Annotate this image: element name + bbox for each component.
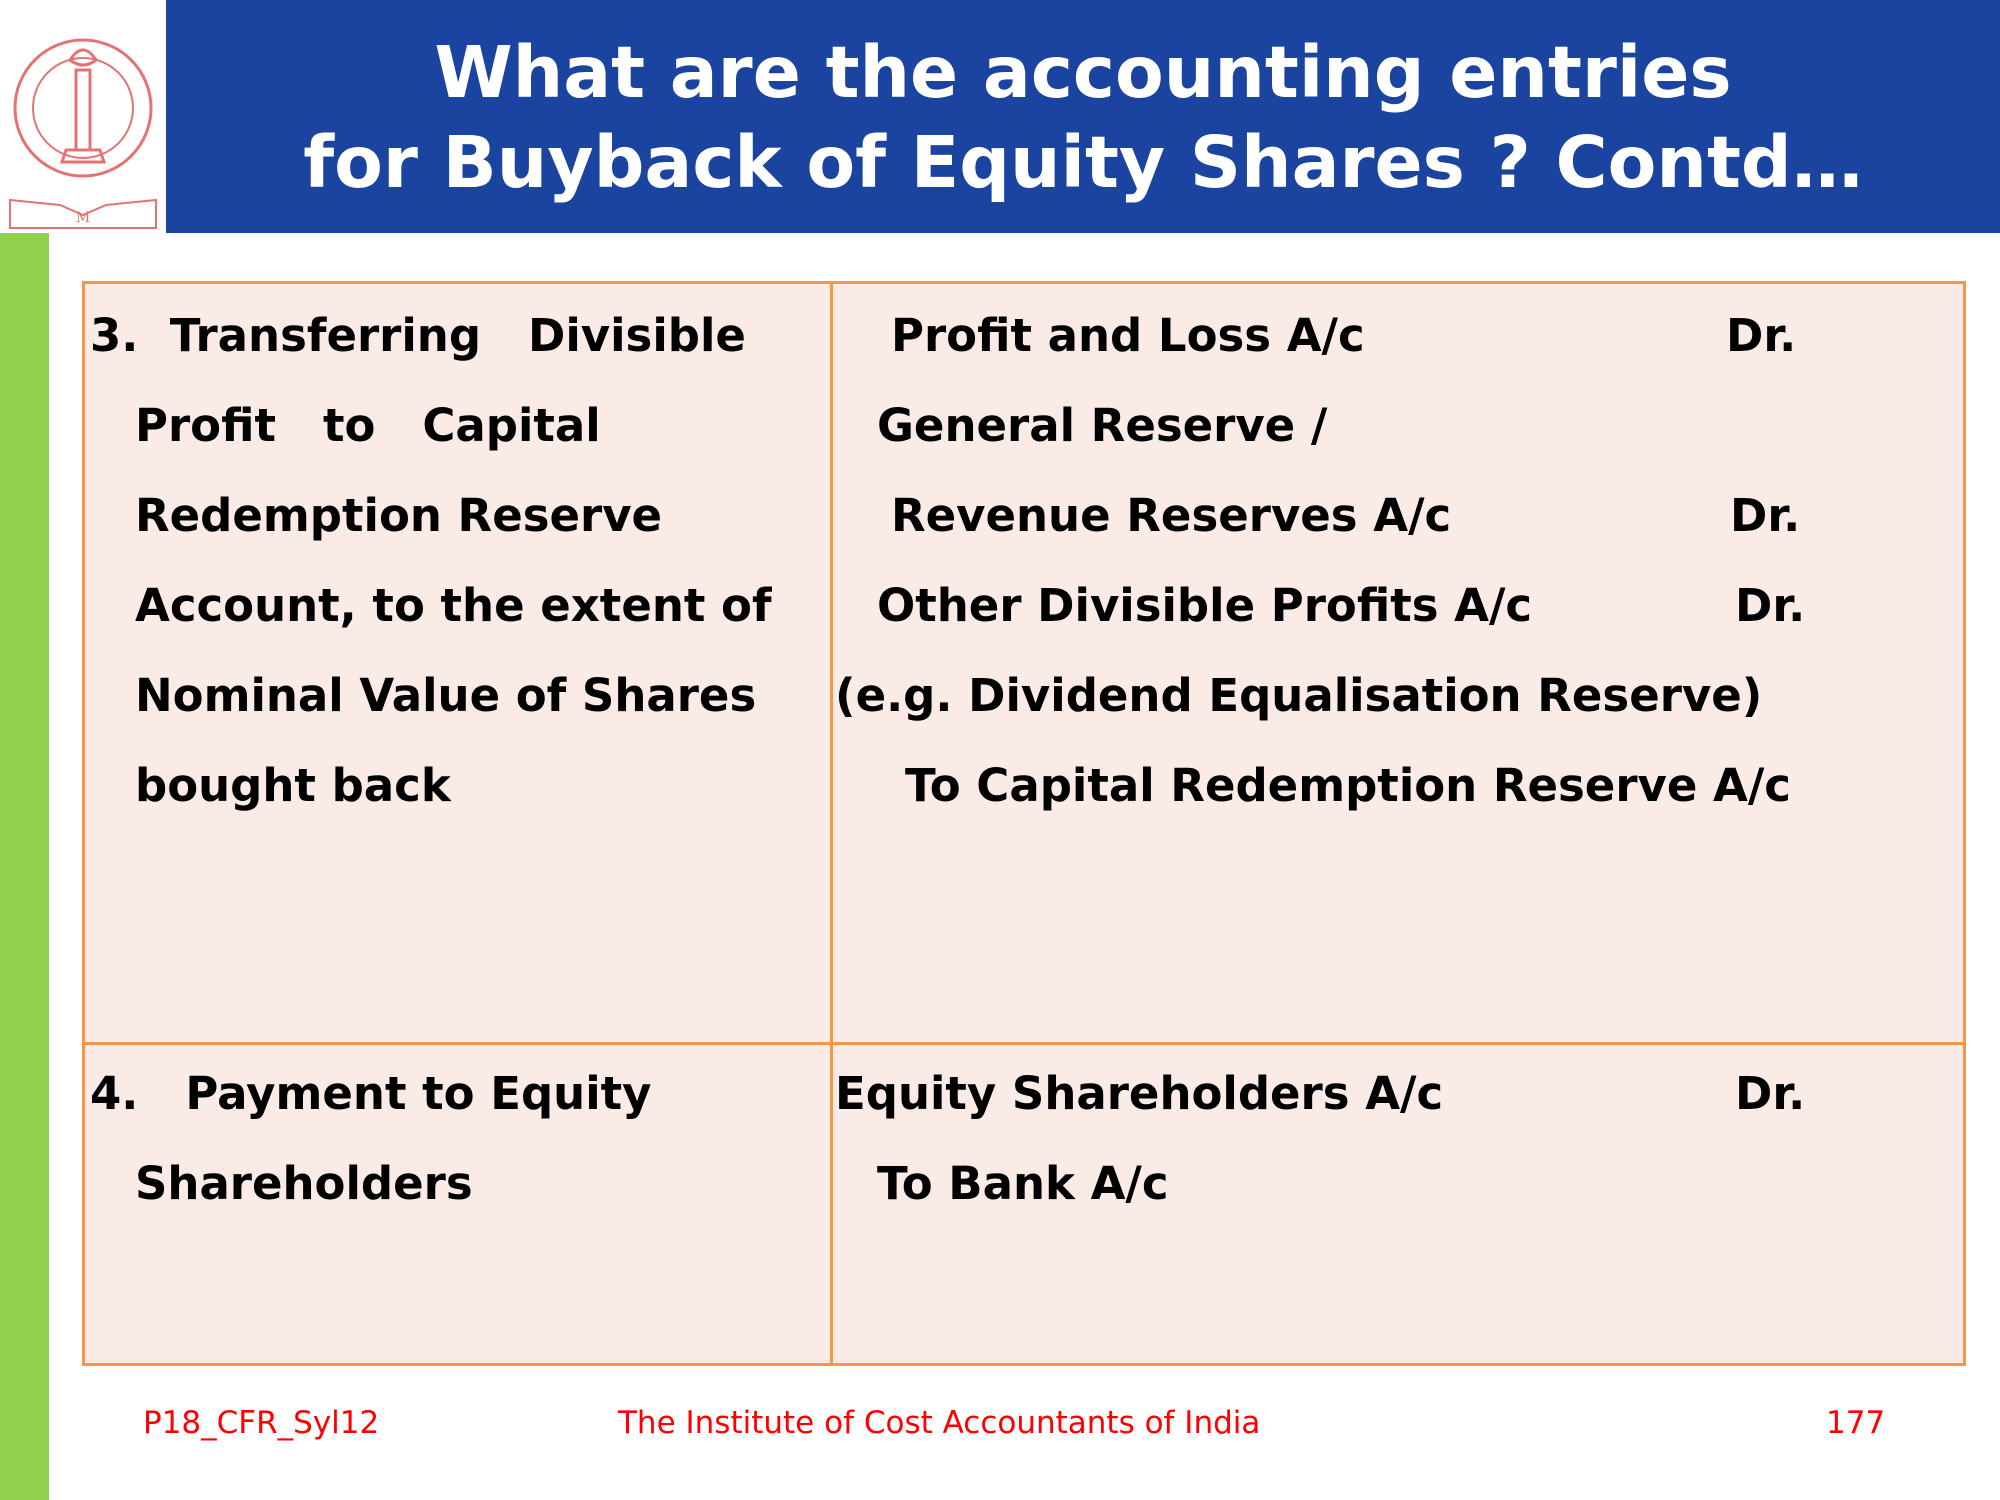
footer-institute: The Institute of Cost Accountants of India xyxy=(618,1405,1261,1441)
row3-entry-general-reserve: General Reserve / xyxy=(877,399,1328,452)
title-line-2: for Buyback of Equity Shares ? Contd… xyxy=(303,121,1863,204)
left-accent-bar xyxy=(0,233,49,1500)
footer-course-code: P18_CFR_Syl12 xyxy=(143,1405,380,1441)
row3-entry-other-divisible-profits: Other Divisible Profits A/c xyxy=(877,579,1533,632)
row3-description-line-5: Nominal Value of Shares xyxy=(135,669,757,722)
row3-entry-profit-loss: Profit and Loss A/c xyxy=(891,309,1365,362)
row4-dr-label: Dr. xyxy=(1735,1067,1806,1120)
row4-description-line-1: 4. Payment to Equity xyxy=(90,1067,652,1120)
row3-dr-label-3: Dr. xyxy=(1735,579,1806,632)
row3-description-line-6: bought back xyxy=(135,759,451,812)
slide-title xyxy=(166,28,2000,208)
row3-dr-label-2: Dr. xyxy=(1730,489,1801,542)
row3-entry-credit-crr: To Capital Redemption Reserve A/c xyxy=(905,759,1791,812)
row4-entry-equity-shareholders: Equity Shareholders A/c xyxy=(835,1067,1444,1120)
row3-description-line-1: 3. Transferring Divisible xyxy=(90,309,746,362)
title-line-1: What are the accounting entries xyxy=(434,31,1732,114)
row4-entry-bank: To Bank A/c xyxy=(877,1157,1169,1210)
institute-logo xyxy=(0,0,166,233)
row-divider xyxy=(85,1042,1963,1045)
column-divider xyxy=(830,284,833,1363)
row4-description-line-2: Shareholders xyxy=(135,1157,473,1210)
footer-page-number: 177 xyxy=(1826,1405,1886,1441)
row3-entry-revenue-reserves: Revenue Reserves A/c xyxy=(891,489,1452,542)
institute-seal-icon xyxy=(0,0,166,233)
svg-text:M: M xyxy=(75,210,91,226)
row3-description-line-2: Profit to Capital xyxy=(135,399,601,452)
row3-description-line-4: Account, to the extent of xyxy=(135,579,772,632)
entries-table xyxy=(82,281,1966,1366)
row3-description-line-3: Redemption Reserve xyxy=(135,489,663,542)
row3-dr-label-1: Dr. xyxy=(1726,309,1797,362)
row3-entry-example-note: (e.g. Dividend Equalisation Reserve) xyxy=(835,669,1763,722)
